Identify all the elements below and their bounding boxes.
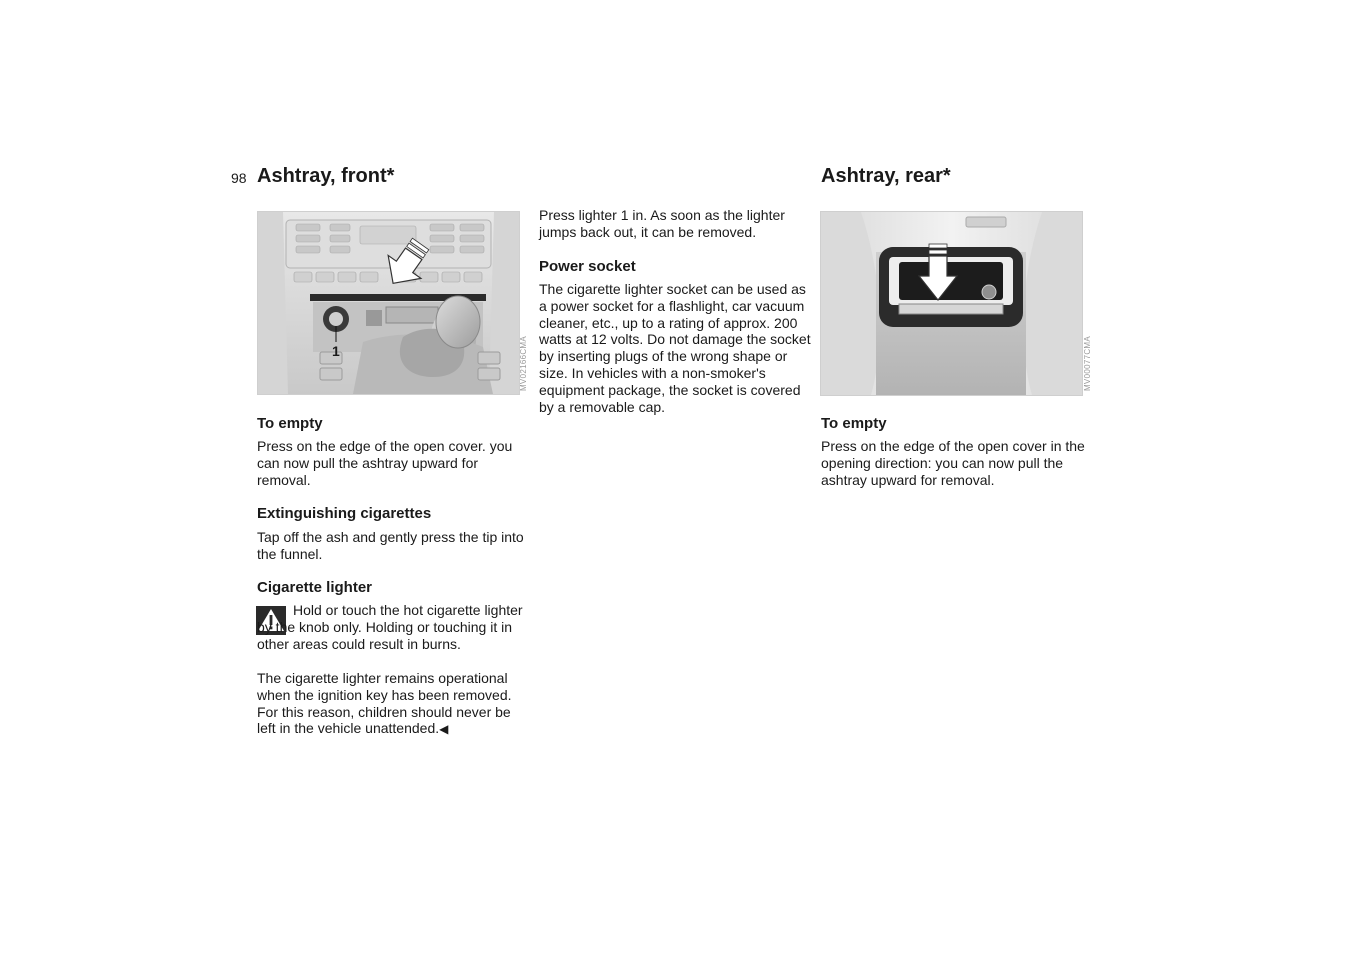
text-extinguishing: Tap off the ash and gently press the tip into the funnel. — [257, 529, 524, 562]
heading-cigarette-lighter: Cigarette lighter — [257, 579, 373, 596]
page-number: 98 — [231, 170, 247, 186]
text-press-lighter: Press lighter 1 in. As soon as the lighter jumps back out, it can be removed. — [539, 207, 785, 240]
heading-to-empty-rear: To empty — [821, 415, 887, 432]
heading-to-empty-front: To empty — [257, 415, 323, 432]
image-code-rear: MV00077CMA — [1083, 336, 1092, 392]
rear-ashtray-drawing — [821, 212, 1082, 395]
heading-ashtray-front: Ashtray, front* — [257, 165, 395, 187]
text-to-empty-front: Press on the edge of the open cover. you can now pull the ashtray upward for removal. — [257, 438, 513, 488]
end-triangle-icon: ◀ — [439, 722, 449, 737]
image-code-front: MV02166CMA — [519, 336, 528, 392]
illustration-rear-ashtray — [820, 211, 1083, 396]
front-console-drawing — [258, 212, 519, 394]
heading-power-socket: Power socket — [539, 258, 636, 275]
text-lighter-info-body: The cigarette lighter remains operational when the ignition key has been removed. For this reason, children should never be left in the vehicle unattended. — [257, 670, 512, 737]
text-lighter-warning: Hold or touch the hot cigarette lighter by the knob only. Holding or touching it in other areas could result in burns. — [257, 602, 523, 652]
heading-extinguishing: Extinguishing cigarettes — [257, 505, 432, 522]
callout-number-1: 1 — [332, 343, 340, 359]
heading-ashtray-rear: Ashtray, rear* — [821, 165, 951, 187]
text-to-empty-rear: Press on the edge of the open cover in the opening direction: you can now pull the ashtray upward for removal. — [821, 438, 1085, 488]
illustration-front-console — [257, 211, 520, 395]
text-power-socket: The cigarette lighter socket can be used as a power socket for a flashlight, car vacuum cleaner, etc., up to a rating of approx. 200 watts at 12 volts. Do not damage the socket by inserting plugs of the wrong shape or size. In vehicles with a non-smoker's equipment package, the socket is covered by a removable cap. — [539, 281, 811, 415]
text-lighter-info — [257, 670, 529, 738]
